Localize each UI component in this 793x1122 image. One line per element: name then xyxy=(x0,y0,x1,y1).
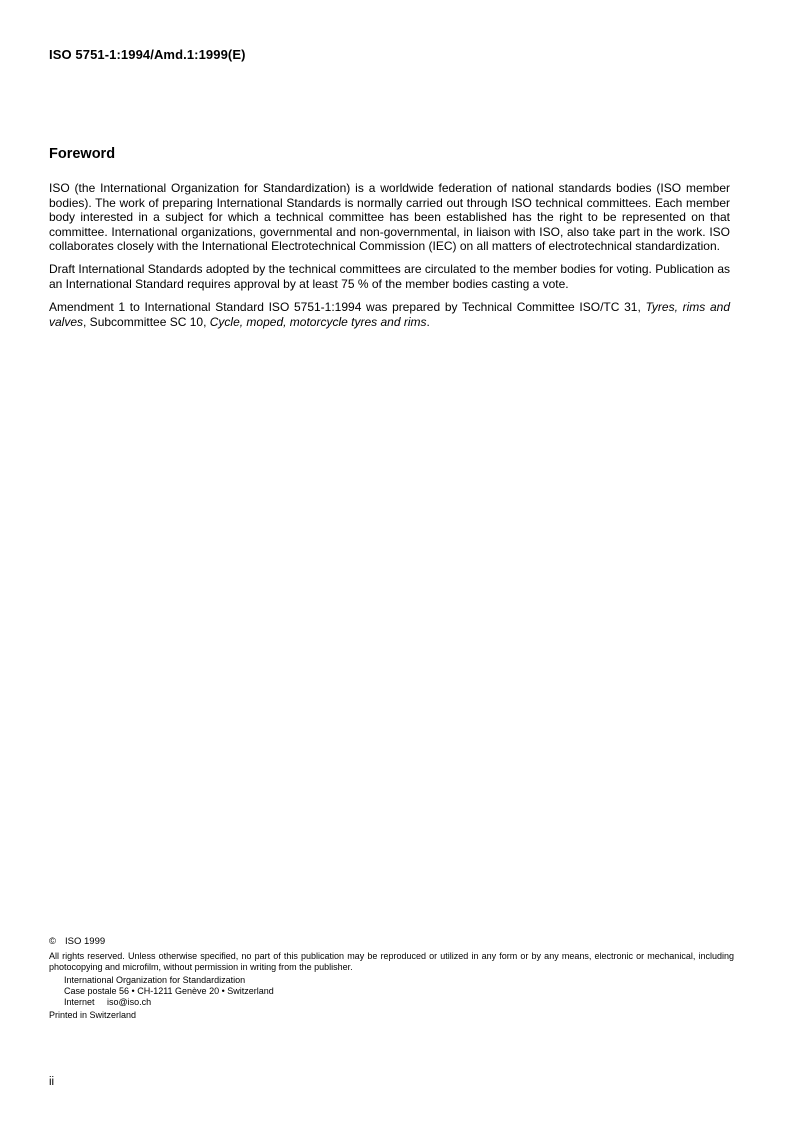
copyright-icon: © xyxy=(49,936,56,947)
organization-name: International Organization for Standardization xyxy=(64,975,246,985)
postal-address: Case postale 56 • CH-1211 Genève 20 • Switzerland xyxy=(64,986,274,996)
paragraph-3-text-b: , Subcommittee SC 10, xyxy=(83,314,210,329)
rights-statement: All rights reserved. Unless otherwise specified, no part of this publication may be reproduced or utilized in any form or by any means, electronic or mechanical, including photocopying and microfilm, without permission in writing from the publisher. xyxy=(49,951,734,972)
copyright-notice xyxy=(49,936,734,947)
copyright-year: ISO 1999 xyxy=(65,936,106,947)
paragraph-3-text-a: Amendment 1 to International Standard ISO 5751-1:1994 was prepared by Technical Committee ISO/TC 31, xyxy=(49,300,646,315)
internet-email: iso@iso.ch xyxy=(107,997,152,1007)
paragraph-3-text-c: . xyxy=(426,314,430,329)
foreword-title: Foreword xyxy=(49,146,116,162)
committee-title-italic: Tyres, rims and valves xyxy=(49,300,730,329)
internet-label: Internet xyxy=(64,997,95,1007)
page-number: ii xyxy=(49,1076,55,1088)
foreword-body xyxy=(49,181,730,338)
printed-in: Printed in Switzerland xyxy=(49,1010,137,1020)
foreword-paragraph-1: ISO (the International Organization for Standardization) is a worldwide federation of national standards bodies (ISO member bodies). The work of preparing International Standards is normally carried out through ISO technical committees. Each member body interested in a subject for which a technical committee has been established has the right to be represented on that committee. International organizations, governmental and non-governmental, in liaison with ISO, also take part in the work. ISO collaborates closely with the International Electrotechnical Commission (IEC) on all matters of electrotechnical standardization. xyxy=(49,181,730,254)
copyright-block xyxy=(49,936,734,1021)
foreword-paragraph-2: Draft International Standards adopted by the technical committees are circulated to the member bodies for voting. Publication as an International Standard requires approval by at least 75 % of the member bodies casting a vote. xyxy=(49,262,730,292)
organization-address xyxy=(49,975,734,1008)
subcommittee-title-italic: Cycle, moped, motorcycle tyres and rims xyxy=(209,314,427,329)
document-header-id: ISO 5751-1:1994/Amd.1:1999(E) xyxy=(49,47,246,62)
internet-contact xyxy=(64,997,734,1008)
foreword-paragraph-3 xyxy=(49,300,730,329)
